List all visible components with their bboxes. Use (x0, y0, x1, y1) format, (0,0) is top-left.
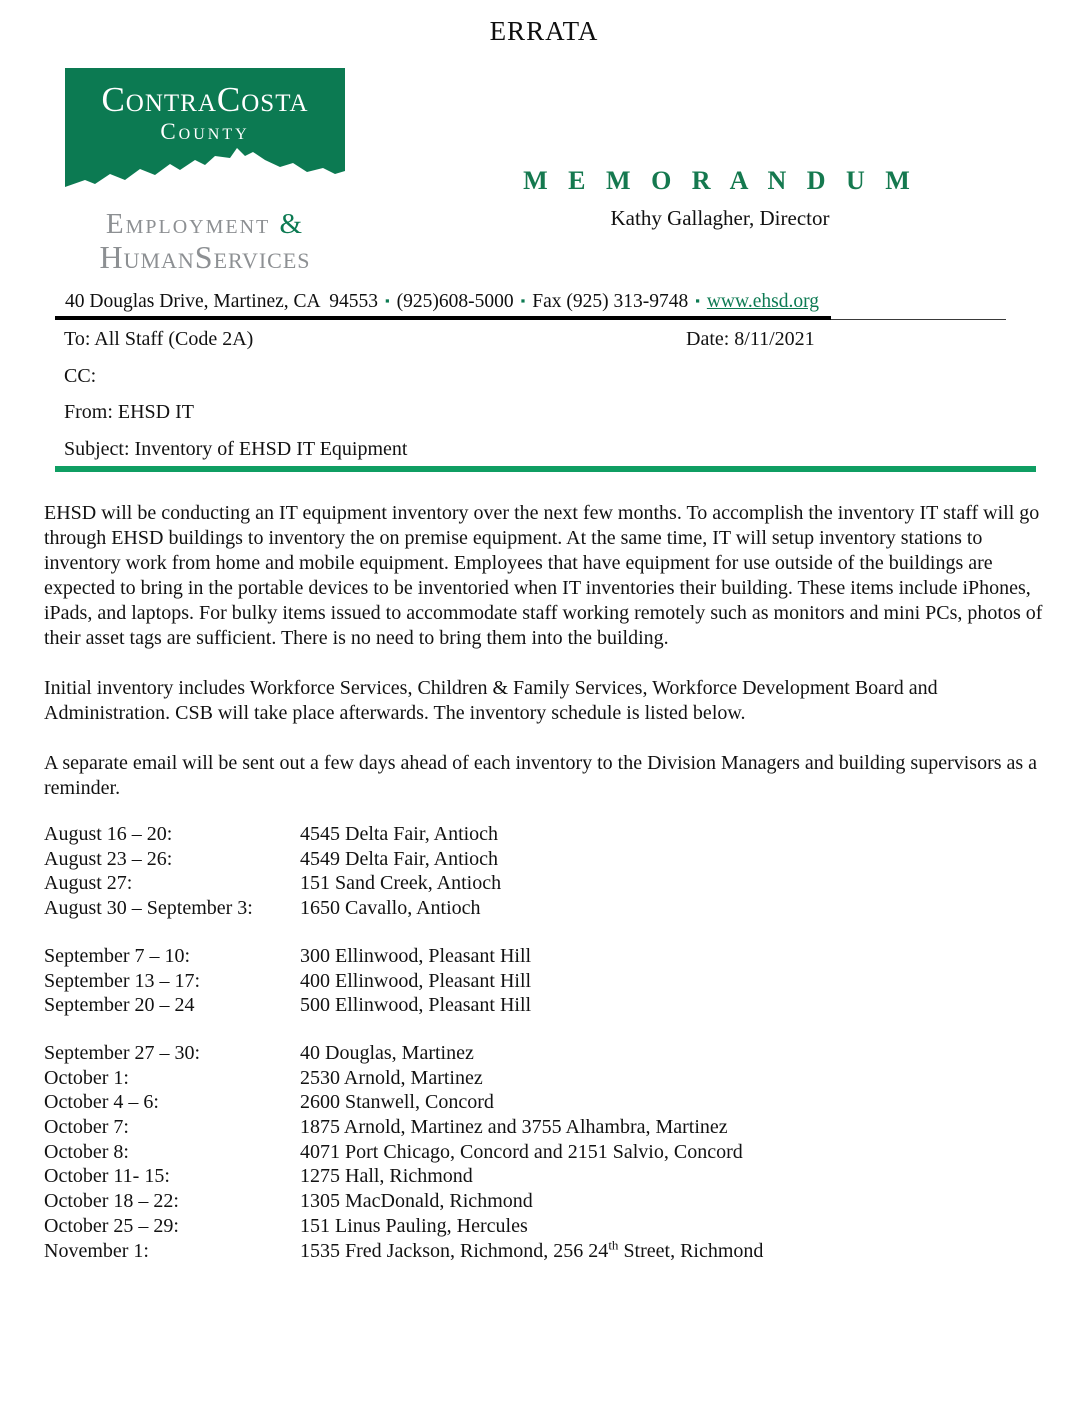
schedule-row (44, 1164, 1050, 1189)
logo-dept-line1 (55, 210, 355, 239)
green-divider (55, 466, 1036, 472)
schedule-location: 2600 Stanwell, Concord (300, 1091, 494, 1114)
schedule-location: 2530 Arnold, Martinez (300, 1066, 483, 1089)
schedule-row (44, 871, 1050, 896)
contact-fax: Fax (925) 313-9748 (532, 291, 689, 312)
schedule-row (44, 1236, 1050, 1264)
schedule-row (44, 1041, 1050, 1066)
bullet-separator-icon: ▪ (695, 293, 700, 308)
schedule-row (44, 1115, 1050, 1140)
field-cc: CC: (64, 365, 97, 387)
schedule-date: October 11- 15: (44, 1165, 170, 1188)
schedule-group (44, 822, 1050, 921)
schedule-date: September 13 – 17: (44, 969, 201, 992)
field-to: To: All Staff (Code 2A) (64, 328, 254, 350)
schedule-location: 1650 Cavallo, Antioch (300, 897, 481, 920)
contact-bar (65, 291, 819, 313)
schedule-location: 1875 Arnold, Martinez and 3755 Alhambra, Martinez (300, 1116, 728, 1139)
schedule-date: September 20 – 24 (44, 994, 195, 1017)
schedule-date: August 30 – September 3: (44, 897, 253, 920)
inventory-schedule (44, 822, 1050, 1286)
schedule-row (44, 944, 1050, 969)
field-from: From: EHSD IT (64, 401, 194, 423)
website-link[interactable]: www.ehsd.org (706, 291, 819, 312)
logo-county-name: ContraCosta (101, 80, 309, 119)
schedule-date: September 27 – 30: (44, 1041, 201, 1064)
schedule-row (44, 896, 1050, 921)
schedule-date: October 25 – 29: (44, 1214, 179, 1237)
header-divider-thick (55, 316, 831, 320)
schedule-date: October 8: (44, 1140, 129, 1163)
schedule-row (44, 822, 1050, 847)
schedule-location: 500 Ellinwood, Pleasant Hill (300, 994, 532, 1017)
schedule-location: 4549 Delta Fair, Antioch (300, 847, 499, 870)
schedule-date: October 1: (44, 1066, 129, 1089)
schedule-location: 400 Ellinwood, Pleasant Hill (300, 969, 532, 992)
schedule-date: October 18 – 22: (44, 1190, 179, 1213)
memorandum-title: M E M O R A N D U M (523, 166, 917, 195)
field-subject: Subject: Inventory of EHSD IT Equipment (64, 438, 408, 460)
schedule-row (44, 1066, 1050, 1091)
schedule-location: 151 Linus Pauling, Hercules (300, 1214, 528, 1237)
bullet-separator-icon: ▪ (520, 293, 526, 308)
logo-dept-employment: Employment (105, 208, 280, 240)
schedule-location: 1535 Fred Jackson, Richmond, 256 24th Street, Richmond (300, 1236, 764, 1262)
schedule-location: 300 Ellinwood, Pleasant Hill (300, 944, 532, 967)
schedule-date: August 16 – 20: (44, 823, 173, 845)
schedule-row (44, 1214, 1050, 1239)
schedule-row (44, 1090, 1050, 1115)
schedule-location: 1305 MacDonald, Richmond (300, 1190, 533, 1213)
schedule-location: 4071 Port Chicago, Concord and 2151 Salvio, Concord (300, 1140, 743, 1163)
logo-dept-line2: HumanServices (99, 239, 311, 275)
contact-phone: (925)608-5000 (396, 291, 514, 312)
schedule-location: 4545 Delta Fair, Antioch (300, 823, 499, 845)
header-divider-thin (831, 319, 1006, 320)
schedule-location: 151 Sand Creek, Antioch (300, 872, 502, 895)
schedule-location: 40 Douglas, Martinez (300, 1041, 474, 1064)
schedule-location: 1275 Hall, Richmond (300, 1165, 473, 1188)
schedule-date: October 7: (44, 1116, 129, 1139)
field-date: Date: 8/11/2021 (686, 328, 815, 350)
body-paragraph-2: Initial inventory includes Workforce Services, Children & Family Services, Workforce Development Board and Administration. CSB will take place afterwards. The inventory schedule is listed below. (44, 677, 938, 724)
logo-dept-ampersand: & (279, 208, 305, 240)
schedule-row (44, 1189, 1050, 1214)
body-paragraph-1: EHSD will be conducting an IT equipment inventory over the next few months. To accomplish the inventory IT staff will go through EHSD buildings to inventory the on premise equipment. At the same time, IT will setup inventory stations to inventory work from home and mobile equipment. Employees that have equipment for use outside of the buildings are expected to bring in the portable devices to be inventoried when IT inventories their building. These items include iPhones, iPads, and laptops. For bulky items issued to accommodate staff working remotely such as monitors and mini PCs, photos of their asset tags are sufficient. There is no need to bring them into the building. (44, 502, 1043, 649)
body-paragraph-3: A separate email will be sent out a few days ahead of each inventory to the Division Managers and building supervisors as a reminder. (44, 752, 1038, 799)
schedule-group (44, 1041, 1050, 1263)
logo-county-word: County (160, 119, 250, 144)
schedule-group (44, 944, 1050, 1018)
schedule-row (44, 847, 1050, 872)
schedule-date: August 23 – 26: (44, 847, 173, 870)
schedule-date: October 4 – 6: (44, 1091, 159, 1114)
schedule-date: September 7 – 10: (44, 944, 191, 967)
director-name: Kathy Gallagher, Director (610, 206, 830, 230)
schedule-row (44, 969, 1050, 994)
memo-body (44, 501, 1050, 826)
ehsd-logo (65, 68, 345, 206)
contact-address: 40 Douglas Drive, Martinez, CA 94553 (65, 291, 379, 312)
schedule-date: August 27: (44, 872, 133, 895)
schedule-row (44, 1140, 1050, 1165)
schedule-date: November 1: (44, 1239, 149, 1262)
schedule-row (44, 993, 1050, 1018)
bullet-separator-icon: ▪ (385, 293, 390, 308)
errata-title: ERRATA (489, 16, 599, 46)
